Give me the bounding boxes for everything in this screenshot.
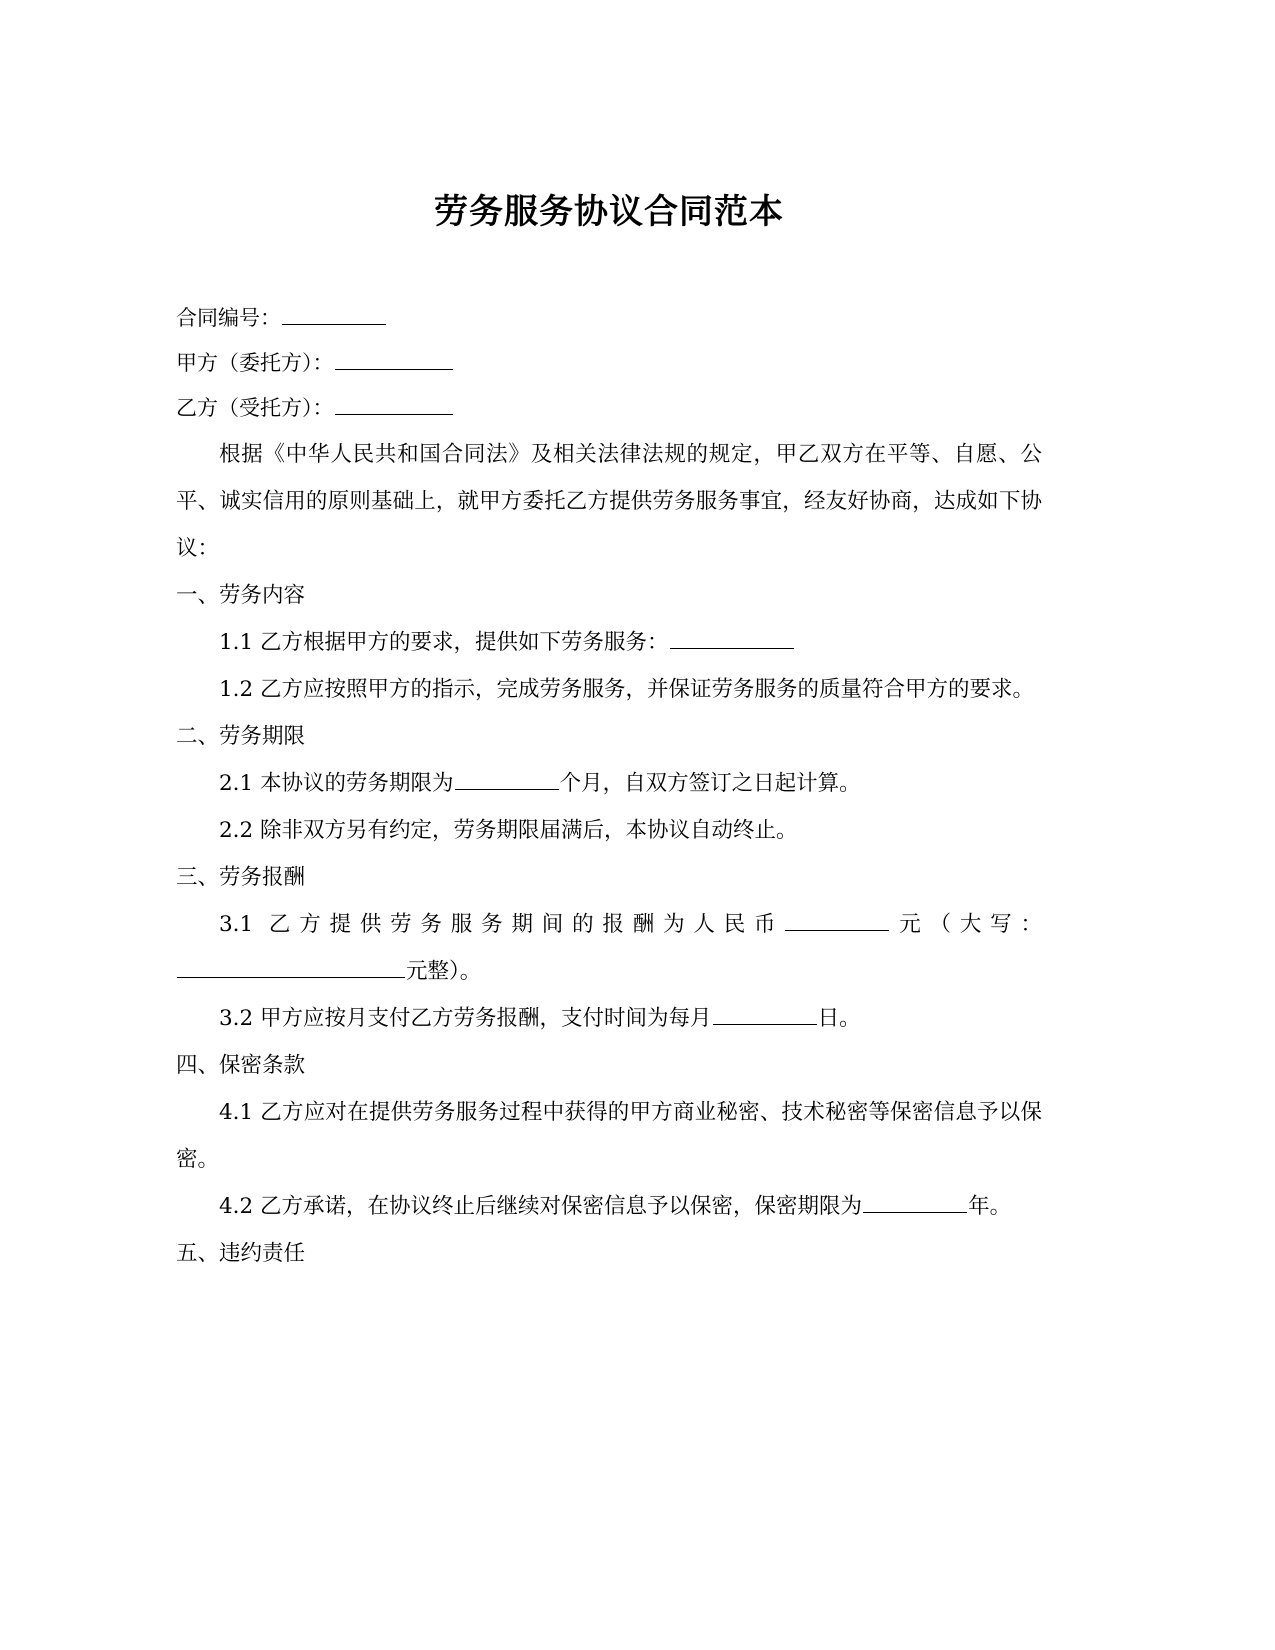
section-heading-5: 五、违约责任: [176, 1241, 306, 1267]
clause-4-2-text-before: 乙方承诺，在协议终止后继续对保密信息予以保密，保密期限为: [260, 1194, 863, 1220]
clause-1-2: [176, 666, 1042, 713]
clause-3-2-number: 3.2: [219, 1006, 254, 1032]
page-title: 劳务服务协议合同范本: [434, 192, 784, 232]
field-party-b: [176, 386, 1042, 431]
clause-1-1: [176, 619, 1042, 666]
clause-4-2-number: 4.2: [219, 1194, 254, 1220]
document-content: [176, 0, 1042, 1277]
clause-1-1-text: 乙方根据甲方的要求，提供如下劳务服务：: [260, 630, 669, 656]
clause-2-1-text-before: 本协议的劳务期限为: [260, 771, 454, 797]
clause-2-1-number: 2.1: [219, 771, 254, 797]
contract-header-fields: [176, 296, 1042, 431]
clause-3-2-blank[interactable]: [713, 1004, 817, 1025]
clause-3-1-text-after: 元整）。: [406, 959, 482, 985]
clause-3-1: [176, 901, 1042, 995]
field-party-b-label: 乙方（受托方）：: [176, 396, 334, 421]
clause-4-2-text-after: 年。: [968, 1194, 1012, 1220]
preamble-paragraph: 根据《中华人民共和国合同法》及相关法律法规的规定，甲乙双方在平等、自愿、公平、诚实信用的原则基础上，就甲方委托乙方提供劳务服务事宜，经友好协商，达成如下协议：: [176, 442, 1042, 562]
clause-4-1-number: 4.1: [219, 1100, 254, 1126]
clause-2-2: [176, 807, 1042, 854]
clause-4-1-text: 乙方应对在提供劳务服务过程中获得的甲方商业秘密、技术秘密等保密信息予以保密。: [176, 1100, 1042, 1173]
section-heading-4: 四、保密条款: [176, 1053, 306, 1079]
field-party-a-blank[interactable]: [335, 349, 453, 370]
clause-3-2-text-after: 日。: [817, 1006, 861, 1032]
section-heading-3: 三、劳务报酬: [176, 865, 306, 891]
clause-4-2-blank[interactable]: [863, 1192, 967, 1213]
clause-2-1-blank[interactable]: [455, 769, 559, 790]
field-party-a-label: 甲方（委托方）：: [176, 351, 334, 376]
field-contract-number-blank[interactable]: [282, 304, 386, 325]
clause-3-1-amount-words-blank[interactable]: [177, 957, 405, 978]
clause-4-1: [176, 1089, 1042, 1183]
clause-3-1-amount-blank[interactable]: [785, 910, 889, 931]
field-contract-number-label: 合同编号：: [176, 306, 281, 331]
clause-3-2: [176, 995, 1042, 1042]
section-heading-2: 二、劳务期限: [176, 724, 306, 750]
clause-1-2-text: 乙方应按照甲方的指示，完成劳务服务，并保证劳务服务的质量符合甲方的要求。: [260, 677, 1035, 703]
clause-3-2-text-before: 甲方应按月支付乙方劳务报酬，支付时间为每月: [260, 1006, 712, 1032]
clause-3-1-number: 3.1: [219, 912, 254, 938]
field-party-a: [176, 341, 1042, 386]
clause-1-1-number: 1.1: [219, 630, 254, 656]
clause-2-1: [176, 760, 1042, 807]
clause-1-1-blank[interactable]: [670, 628, 794, 649]
clause-1-2-number: 1.2: [219, 677, 254, 703]
clause-2-2-text: 除非双方另有约定，劳务期限届满后，本协议自动终止。: [260, 818, 798, 844]
clause-4-2: [176, 1183, 1042, 1230]
clause-3-1-text-before: 乙方提供劳务服务期间的报酬为人民币: [268, 912, 785, 938]
clause-3-1-text-mid: 元（大写：: [890, 912, 1042, 938]
field-contract-number: [176, 296, 1042, 341]
field-party-b-blank[interactable]: [335, 394, 453, 415]
section-heading-1: 一、劳务内容: [176, 583, 306, 609]
clause-2-2-number: 2.2: [219, 818, 254, 844]
clause-2-1-text-after: 个月，自双方签订之日起计算。: [559, 771, 861, 797]
